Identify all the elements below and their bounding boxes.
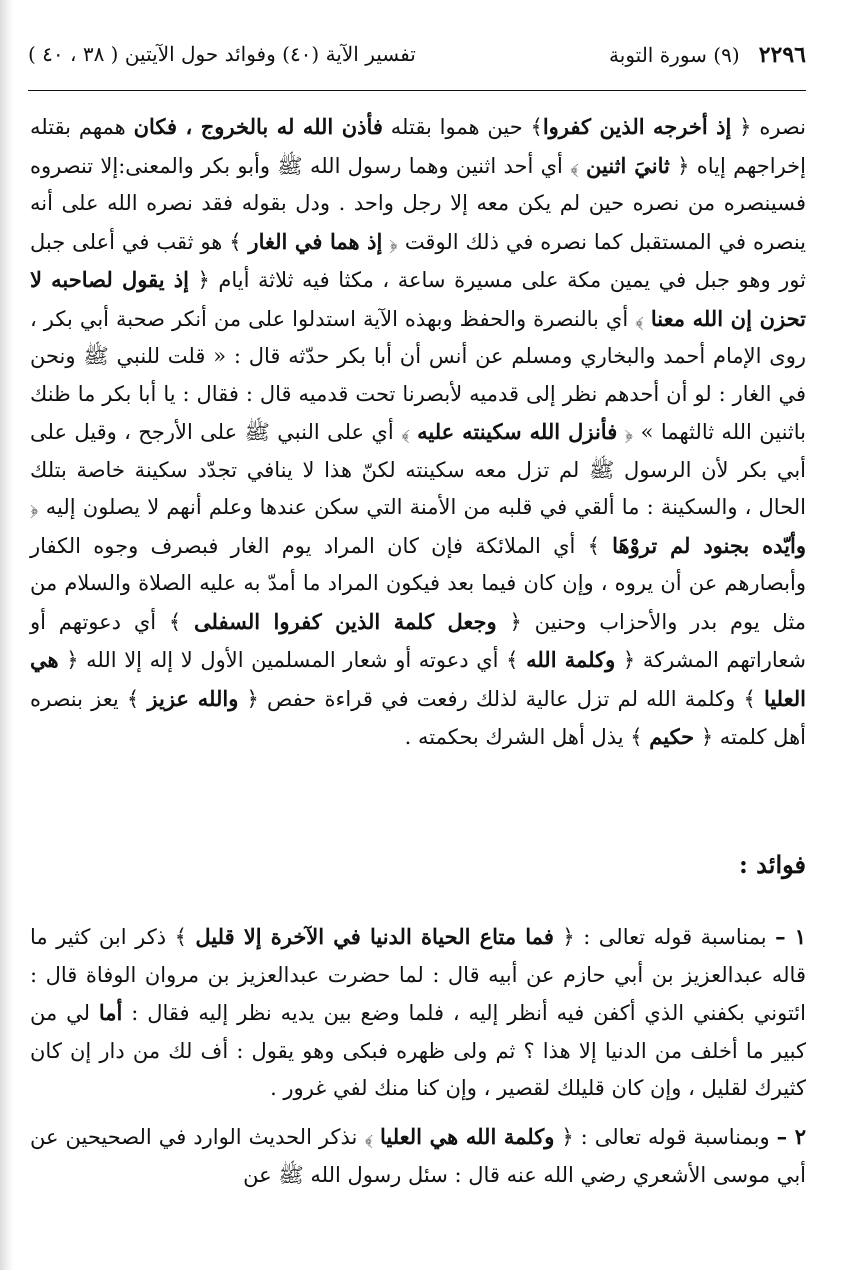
text-run: ﴾ أي دعوته أو شعار المسلمين الأول لا إله إلا الله ﴿ — [58, 648, 527, 672]
text-run: ﴾ وكلمة الله لم تزل عالية لذلك رفعت في قراءة حفص ﴿ — [238, 686, 764, 711]
verse-quote: وكلمة الله هي العليا — [379, 1124, 555, 1149]
surah-name: (٩) سورة التوبة — [609, 43, 740, 67]
verse-quote: ثانيَ اثنين — [586, 152, 670, 178]
verse-quote: إذ يقول لصاحبه لا تحزن إن الله معنا — [30, 267, 806, 331]
text-run: ﴾ أي الملائكة فإن كان المراد يوم الغار فبصرف وجوه الكفار وأبصارهم عن أن يروه ، وإن كان فيما بعد فيكون المراد ما أمدّ به عليه الصلاة والسلام من مثل يوم بدر والأحزاب وحنين ﴿ — [30, 533, 806, 634]
running-header — [28, 42, 806, 91]
header-topic: تفسير الآية (٤٠) وفوائد حول الآيتين ( ٣٨ ، ٤٠ ) — [28, 42, 416, 66]
bold-phrase: فأذن الله له بالخروج ، فكان — [133, 114, 383, 139]
text-run: همهم بقتله إخراجهم إياه ﴿ — [30, 115, 806, 178]
verse-quote: إذ هما في الغار — [248, 228, 383, 254]
benefit-number: ١ – — [775, 924, 807, 949]
verse-quote: فما متاع الحياة الدنيا في الآخرة إلا قليل — [195, 924, 554, 949]
text-run: ﴾ ذكر ابن كثير ما قاله عبدالعزيز بن أبي حازم عن أبيه قال : لما حضرت عبدالعزيز بن مروان الوفاة قال : ائتوني بكفني الذي أكفن فيه أنظر إليه ، فلما وضع بين يديه نظر إليه فقال : — [30, 925, 806, 1025]
text-run: نصره ﴿ — [731, 115, 806, 139]
tafsir-paragraph — [30, 108, 806, 757]
text-run: وبمناسبة قوله تعالى : ﴿ — [554, 1125, 777, 1149]
text-run: ﴾ أي أحد اثنين وهما رسول الله ﷺ وأبو بكر والمعنى:إلا تنصروه فسينصره من نصره حين لم يكن معه إلا رجل واحد . ودل بقوله فقد نصره الله على أنه ينصره في المستقبل كما نصره في ذلك الوقت ﴿ — [30, 153, 806, 254]
verse-quote: وأيّده بجنود لم تروْهَا — [612, 532, 806, 558]
benefit-item-1 — [30, 918, 806, 1108]
verse-quote: وكلمة الله — [526, 647, 616, 672]
page-edge — [0, 0, 14, 1270]
benefit-number: ٢ – — [776, 1124, 806, 1149]
header-right — [609, 42, 806, 68]
text-run: لي من كبير ما أخلف من الدنيا إلا هذا ؟ ثم ولى ظهره فبكى وهو يقول : أف لك من دار إن كان كثيرك لقليل ، وإن كان قليلك لقصير ، وإن كنا منك لفي غرور . — [30, 1001, 806, 1100]
text-run: ﴾ يذل أهل الشرك بحكمته . — [404, 725, 650, 749]
text-run: ﴾ يعز بنصره أهل كلمته ﴿ — [30, 686, 806, 749]
text-run: ﴾ أي بالنصرة والحفظ وبهذه الآية استدلوا على من أنكر صحبة أبي بكر ، روى الإمام أحمد والبخاري ومسلم عن أنس أن أبا بكر حدّثه قال : « قلت للنبي ﷺ ونحن في الغار : لو أن أحدهم نظر إلى قدميه لأبصرنا تحت قدميه قال : فقال : يا أبا بكر ما ظنك باثنين الله ثالثهما » ﴿ — [30, 306, 806, 444]
verse-quote: حكيم — [649, 724, 695, 749]
text-run: ﴾ نذكر الحديث الوارد في الصحيحين عن أبي موسى الأشعري رضي الله عنه قال : سئل رسول الله ﷺ عن — [30, 1125, 806, 1187]
verse-quote: والله عزيز — [147, 685, 239, 711]
verse-quote: هي العليا — [30, 647, 806, 711]
bold-phrase: أما — [98, 1000, 123, 1025]
text-run: ﴾ أي على النبي ﷺ على الأرجح ، وقيل على أبي بكر لأن الرسول ﷺ لم تزل معه سكينته لكنّ هذا لا ينافي تجدّد سكينة خاصة بتلك الحال ، والسكينة : ما ألقي في قلبه من الأمنة التي سكن عندها وعلم أنهم لا يصلون إليه ﴿ — [30, 420, 806, 519]
benefits-heading: فوائد : — [738, 850, 806, 879]
text-run: ﴾ هو ثقب في أعلى جبل ثور وهو جبل في يمين مكة على مسيرة ساعة ، مكثا فيه ثلاثة أيام ﴿ — [30, 229, 806, 292]
verse-quote: وجعل كلمة الذين كفروا السفلى — [194, 608, 497, 634]
text-run: ﴾ أي دعوتهم أو شعاراتهم المشركة ﴿ — [30, 609, 807, 672]
text-run: ﴾ حين هموا بقتله — [382, 115, 543, 139]
verse-quote: فأنزل الله سكينته عليه — [417, 419, 618, 444]
benefit-item-2 — [30, 1118, 806, 1194]
verse-quote: إذ أخرجه الذين كفروا — [542, 114, 732, 139]
page-number: ٢٢٩٦ — [758, 42, 806, 68]
text-run: بمناسبة قوله تعالى : ﴿ — [553, 925, 776, 949]
